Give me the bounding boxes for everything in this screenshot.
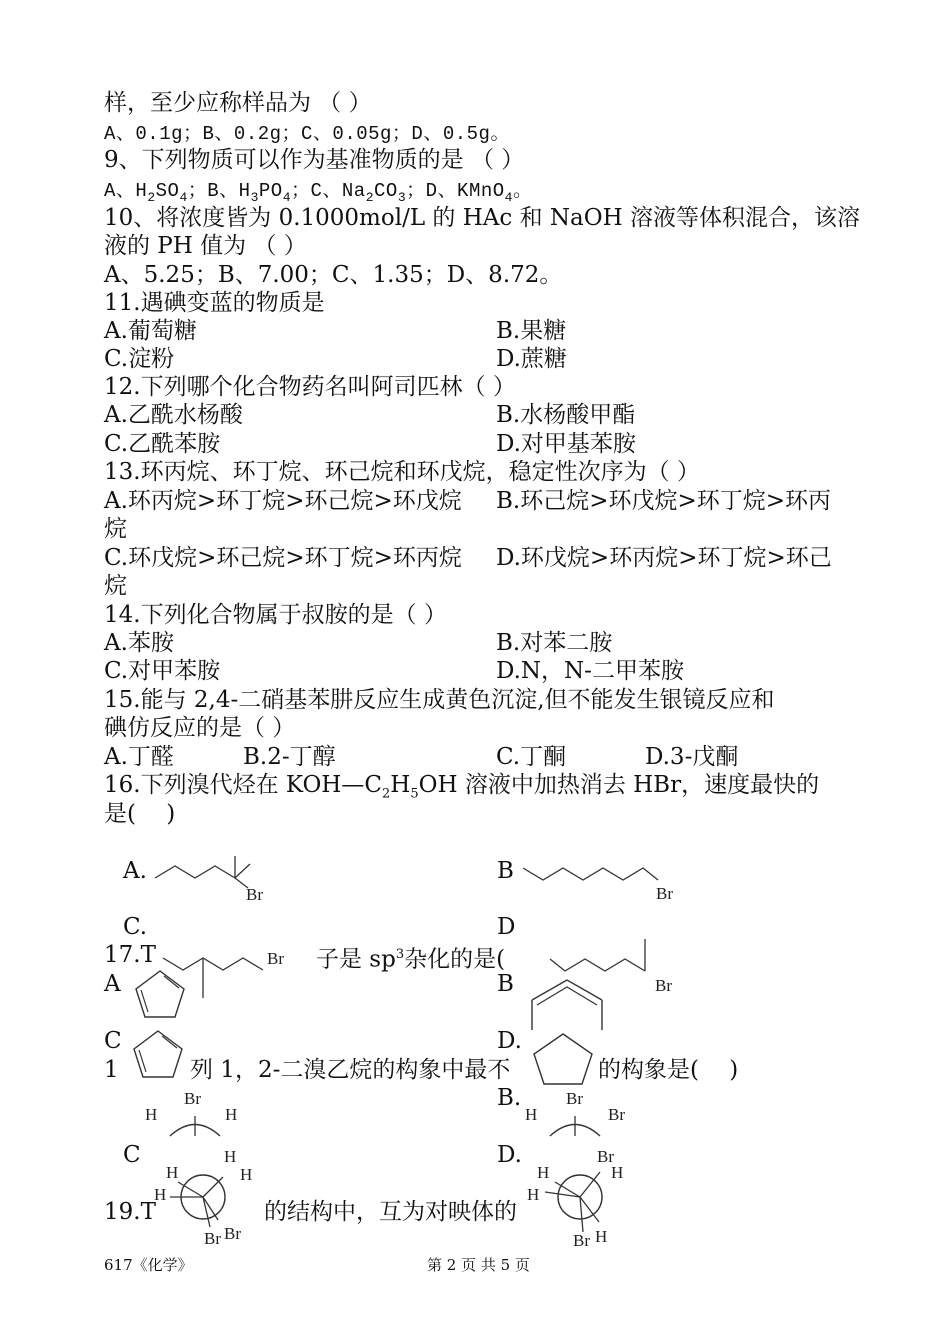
br-label: Br xyxy=(656,884,673,903)
question-17-stem-start: 17.T xyxy=(104,942,156,968)
question-14-option-c: C.对甲苯胺 xyxy=(104,658,221,684)
structure-17c-ring xyxy=(128,1025,188,1085)
structure-16a xyxy=(150,850,280,905)
newman-18b xyxy=(520,1088,640,1138)
h-label: H xyxy=(225,1105,238,1124)
h-label: H xyxy=(537,1163,550,1182)
newman-18a xyxy=(140,1088,250,1138)
h-label: H xyxy=(527,1185,540,1204)
question-13-option-a: A.环丙烷>环丁烷>环己烷>环戊烷 xyxy=(104,488,462,514)
br-label: Br xyxy=(204,1229,221,1248)
question-10-line1: 10、将浓度皆为 0.1000mol/L 的 HAc 和 NaOH 溶液等体积混合，该溶 xyxy=(104,205,860,231)
question-16-option-c-label: C. xyxy=(123,914,148,940)
question-18-stem-end: 的构象是( ) xyxy=(598,1057,739,1083)
question-12-option-d: D.对甲基苯胺 xyxy=(496,431,636,457)
question-15-option-b: B.2-丁醇 xyxy=(243,744,336,770)
br-label: Br xyxy=(597,1147,614,1166)
question-14-stem: 14.下列化合物属于叔胺的是（ ） xyxy=(104,602,447,628)
question-8-stem: 样，至少应称样品为 （ ） xyxy=(104,90,372,116)
footer-page-number: 第 2 页 共 5 页 xyxy=(427,1256,530,1274)
question-11-option-d: D.蔗糖 xyxy=(496,346,567,372)
question-15-option-a: A.丁醛 xyxy=(104,744,174,770)
question-18-stem-start: 1 xyxy=(104,1057,119,1083)
question-11-option-b: B.果糖 xyxy=(496,318,567,344)
structure-17d-ring xyxy=(528,1030,598,1088)
question-9-stem: 9、下列物质可以作为基准物质的是 （ ） xyxy=(104,147,525,173)
question-17-stem: 子是 $sp^3$杂化的是( xyxy=(316,946,506,973)
question-12-option-b: B.水杨酸甲酯 xyxy=(496,402,636,428)
question-18-option-d-label: D. xyxy=(497,1142,522,1168)
h-label: H xyxy=(595,1227,608,1246)
question-15-line1: 15.能与 2,4-二硝基苯肼反应生成黄色沉淀,但不能发生银镜反应和 xyxy=(104,687,775,713)
question-16-line2: 是( ) xyxy=(104,801,176,827)
structure-17a-ring xyxy=(130,965,190,1025)
question-13-option-c: C.环戊烷>环己烷>环丁烷>环丙烷 xyxy=(104,545,462,571)
question-12-option-a: A.乙酰水杨酸 xyxy=(104,402,243,428)
structure-16b xyxy=(518,850,693,905)
question-18-stem: 列 1，2-二溴乙烷的构象中最不 xyxy=(190,1057,511,1083)
question-17-option-a-label: A xyxy=(104,971,121,997)
question-12-option-c: C.乙酰苯胺 xyxy=(104,431,221,457)
br-label: Br xyxy=(573,1231,590,1250)
question-19-stem: 的结构中，互为对映体的 xyxy=(264,1199,517,1225)
question-13-option-b: B.环己烷>环戊烷>环丁烷>环丙 xyxy=(496,488,832,514)
question-15-option-d: D.3-戊酮 xyxy=(645,744,739,770)
newman-18d xyxy=(525,1142,635,1252)
h-label: H xyxy=(145,1105,158,1124)
footer-subject: 617《化学》 xyxy=(104,1256,193,1274)
question-13-option-d-wrap: 烷 xyxy=(104,573,127,599)
question-13-option-d: D.环戊烷>环丙烷>环丁烷>环己 xyxy=(496,545,832,571)
h-label: H xyxy=(166,1163,179,1182)
question-15-option-c: C.丁酮 xyxy=(496,744,567,770)
h-label: H xyxy=(240,1165,253,1184)
newman-18c xyxy=(148,1142,258,1252)
question-19-stem-start: 19.T xyxy=(104,1199,156,1225)
h-label: H xyxy=(611,1163,624,1182)
h-label: H xyxy=(154,1185,167,1204)
question-8-options: A、0.1g；B、0.2g；C、0.05g；D、0.5g。 xyxy=(104,123,510,145)
question-17-option-b-label: B xyxy=(497,971,514,997)
question-14-option-d: D.N，N-二甲苯胺 xyxy=(496,658,684,684)
br-label: Br xyxy=(655,976,672,995)
br-label: Br xyxy=(267,949,284,968)
question-17-option-d-label: D. xyxy=(497,1028,522,1054)
question-16-option-a-label: A. xyxy=(123,858,147,884)
question-11-option-c: C.淀粉 xyxy=(104,346,175,372)
h-label: H xyxy=(224,1147,237,1166)
question-17-option-c-label: C xyxy=(104,1028,122,1054)
question-18-option-c-label: C xyxy=(123,1142,141,1168)
question-16-option-b-label: B xyxy=(497,858,514,884)
question-13-option-b-wrap: 烷 xyxy=(104,516,127,542)
question-14-option-b: B.对苯二胺 xyxy=(496,630,613,656)
h-label: H xyxy=(525,1105,538,1124)
question-14-option-a: A.苯胺 xyxy=(104,630,174,656)
question-16-option-d-label: D xyxy=(497,914,516,940)
br-label: Br xyxy=(608,1105,625,1124)
question-12-stem: 12.下列哪个化合物药名叫阿司匹林（ ） xyxy=(104,374,516,400)
question-11-stem: 11.遇碘变蓝的物质是 xyxy=(104,290,325,316)
question-13-stem: 13.环丙烷、环丁烷、环己烷和环戊烷，稳定性次序为（ ） xyxy=(104,459,700,485)
question-10-line2: 液的 PH 值为 （ ） xyxy=(104,233,307,259)
question-10-options: A、5.25；B、7.00；C、1.35；D、8.72。 xyxy=(104,262,563,288)
br-label: Br xyxy=(246,885,263,904)
br-label: Br xyxy=(566,1089,583,1108)
question-15-line2: 碘仿反应的是（ ） xyxy=(104,715,296,741)
question-18-option-b-label: B. xyxy=(497,1085,522,1111)
question-16-line1: 16.下列溴代烃在 $KOH—C_2H_5OH$ 溶液中加热消去 HBr，速度最快的 xyxy=(104,772,820,802)
question-9-options: A、$H_2SO_4$；B、$H_3PO_4$；C、$Na_2CO_3$；D、KMnO$_4$。 xyxy=(104,180,533,205)
structure-17b-ring xyxy=(527,975,607,1030)
br-label: Br xyxy=(184,1089,201,1108)
question-11-option-a: A.葡萄糖 xyxy=(104,318,197,344)
br-label: Br xyxy=(224,1224,241,1243)
